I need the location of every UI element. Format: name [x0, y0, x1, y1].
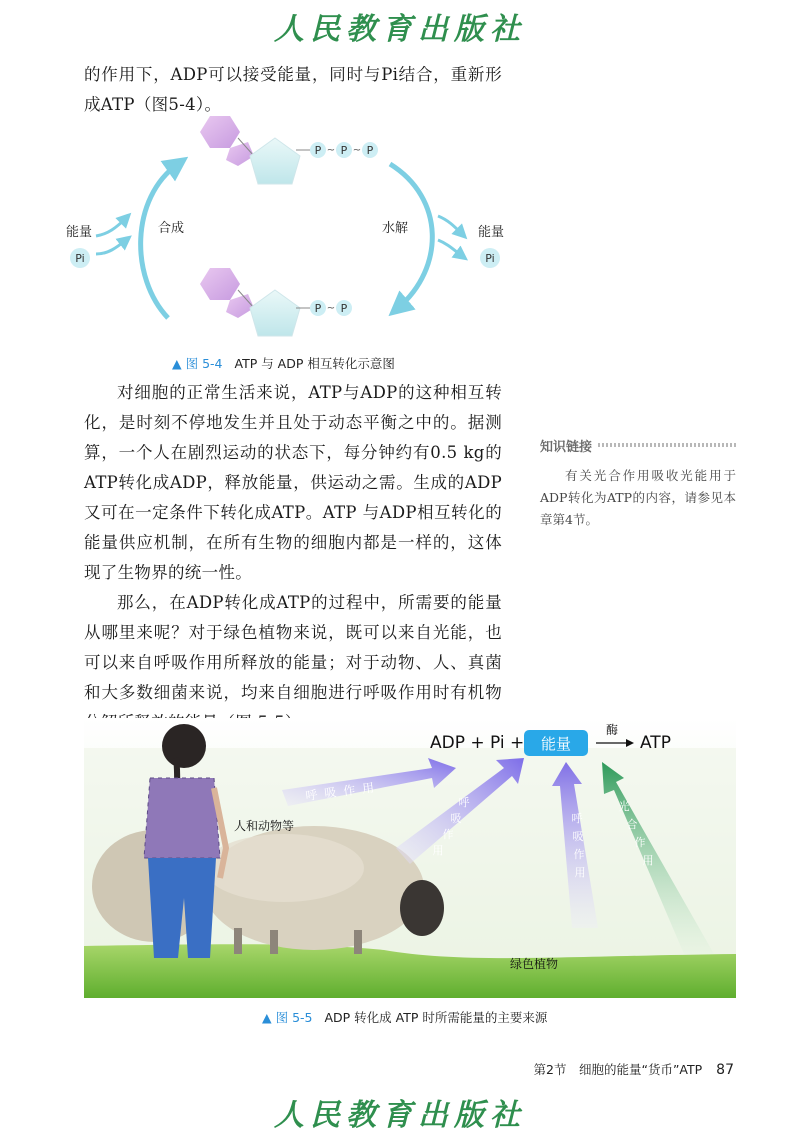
paragraph-2: 那么，在ADP转化成ATP的过程中，所需要的能量从哪里来呢？对于绿色植物来说，既可以来自光能，也可以来自呼吸作用所释放的能量；对于动物、人、真菌和大多数细菌来说，均来自细胞进行呼吸作用时有机物 — [84, 593, 502, 702]
energy-box-label: 能量 — [540, 735, 572, 753]
high-energy-bond-tilde: ~ — [326, 303, 336, 314]
sidebar-dotted-rule — [598, 443, 736, 447]
photo-char: 光 — [618, 800, 630, 813]
pi-input-arrow — [96, 240, 126, 254]
photo-char: 合 — [626, 818, 638, 831]
right-energy-label: 能量 — [478, 225, 505, 240]
footer-section-title: 第2节 细胞的能量“货币”ATP — [533, 1062, 703, 1077]
enzyme-label: 酶 — [606, 723, 619, 737]
watermark-bottom: 人民教育出版社 — [274, 1098, 526, 1133]
hydrolysis-arc — [390, 164, 432, 308]
sheep-head — [400, 880, 444, 936]
ribose-pentagon — [250, 290, 300, 336]
figure-5-5-caption — [262, 1008, 547, 1026]
resp2-char: 吸 — [450, 812, 462, 825]
left-pi-label: Pi — [75, 252, 85, 265]
sidebar-text: 有关光合作用吸收光能用于ADP转化为ATP的内容，请参见本章第4节。 — [540, 468, 736, 527]
sheep-leg — [270, 930, 278, 954]
adp-molecule — [200, 268, 352, 336]
equation-left: ADP + Pi + — [430, 733, 525, 753]
atp-molecule — [200, 116, 378, 184]
energy-output-arrow — [438, 216, 462, 234]
high-energy-bond-tilde: ~ — [352, 145, 362, 156]
energy-input-arrow — [96, 218, 126, 236]
sheep-leg — [234, 928, 242, 954]
resp3-char: 吸 — [572, 830, 584, 843]
caption-text: ATP 与 ADP 相互转化示意图 — [234, 356, 395, 371]
intro-text: 的作用下，ADP可以接受能量，同时与Pi结合，重新形成ATP（图5-4）。 — [84, 65, 502, 114]
page-number: 87 — [716, 1062, 734, 1078]
caption-number: 图 5-5 — [275, 1010, 313, 1025]
resp3-char: 呼 — [571, 812, 583, 825]
left-energy-label: 能量 — [66, 225, 93, 240]
phosphate-label: P — [340, 144, 348, 157]
resp3-char: 作 — [573, 848, 585, 861]
paragraph-1: 对细胞的正常生活来说，ATP与ADP的这种相互转化，是时刻不停地发生并且处于动态平衡之中的。据测算，一个人在剧烈运动的状态下，每分钟约有0.5 kg的ATP转化成ADP，释放能量，供运动之需。生成的ADP又可在一定条件下转化成ATP。ATP 与ADP相互转化的能量供应机制，在所有生物的细胞内都是一样的，这体现了生物界的统一性。 — [84, 383, 502, 582]
equation-atp: ATP — [640, 733, 671, 753]
adenine-hexagon — [200, 268, 240, 300]
right-pi-label: Pi — [485, 252, 495, 265]
figure-5-4-diagram — [60, 108, 520, 348]
girl-shirt — [144, 778, 220, 858]
resp2-char: 呼 — [458, 796, 470, 809]
girl-head-hair — [162, 724, 206, 768]
ribose-pentagon — [250, 138, 300, 184]
caption-text: ADP 转化成 ATP 时所需能量的主要来源 — [324, 1010, 548, 1025]
caption-triangle-icon: ▲ — [262, 1010, 272, 1025]
phosphate-label: P — [340, 302, 348, 315]
watermark-top: 人民教育出版社 — [274, 12, 526, 47]
synthesis-label: 合成 — [158, 221, 185, 236]
high-energy-bond-tilde: ~ — [326, 145, 336, 156]
photo-char: 用 — [642, 854, 654, 867]
figure-5-5-illustration — [84, 718, 736, 998]
phosphate-label: P — [314, 144, 322, 157]
phosphate-label: P — [314, 302, 322, 315]
photo-char: 作 — [634, 836, 646, 849]
hydrolysis-label: 水解 — [382, 221, 409, 236]
synthesis-arc — [141, 164, 178, 318]
phosphate-label: P — [366, 144, 374, 157]
sheep-leg — [354, 930, 362, 954]
caption-number: 图 5-4 — [185, 356, 223, 371]
figure-5-4-caption — [172, 354, 395, 372]
resp2-char: 用 — [432, 844, 444, 857]
resp3-char: 用 — [574, 866, 586, 879]
resp2-char: 作 — [442, 828, 454, 841]
people-animals-label: 人和动物等 — [234, 819, 295, 833]
green-plants-label: 绿色植物 — [510, 957, 559, 971]
adenine-hexagon — [200, 116, 240, 148]
respiration-label-1: 呼吸作用 — [304, 779, 382, 803]
pi-output-arrow — [438, 240, 462, 256]
caption-triangle-icon: ▲ — [172, 356, 182, 371]
main-paragraphs — [84, 378, 502, 738]
page-footer — [534, 1060, 734, 1078]
sidebar-heading: 知识链接 — [540, 440, 593, 455]
